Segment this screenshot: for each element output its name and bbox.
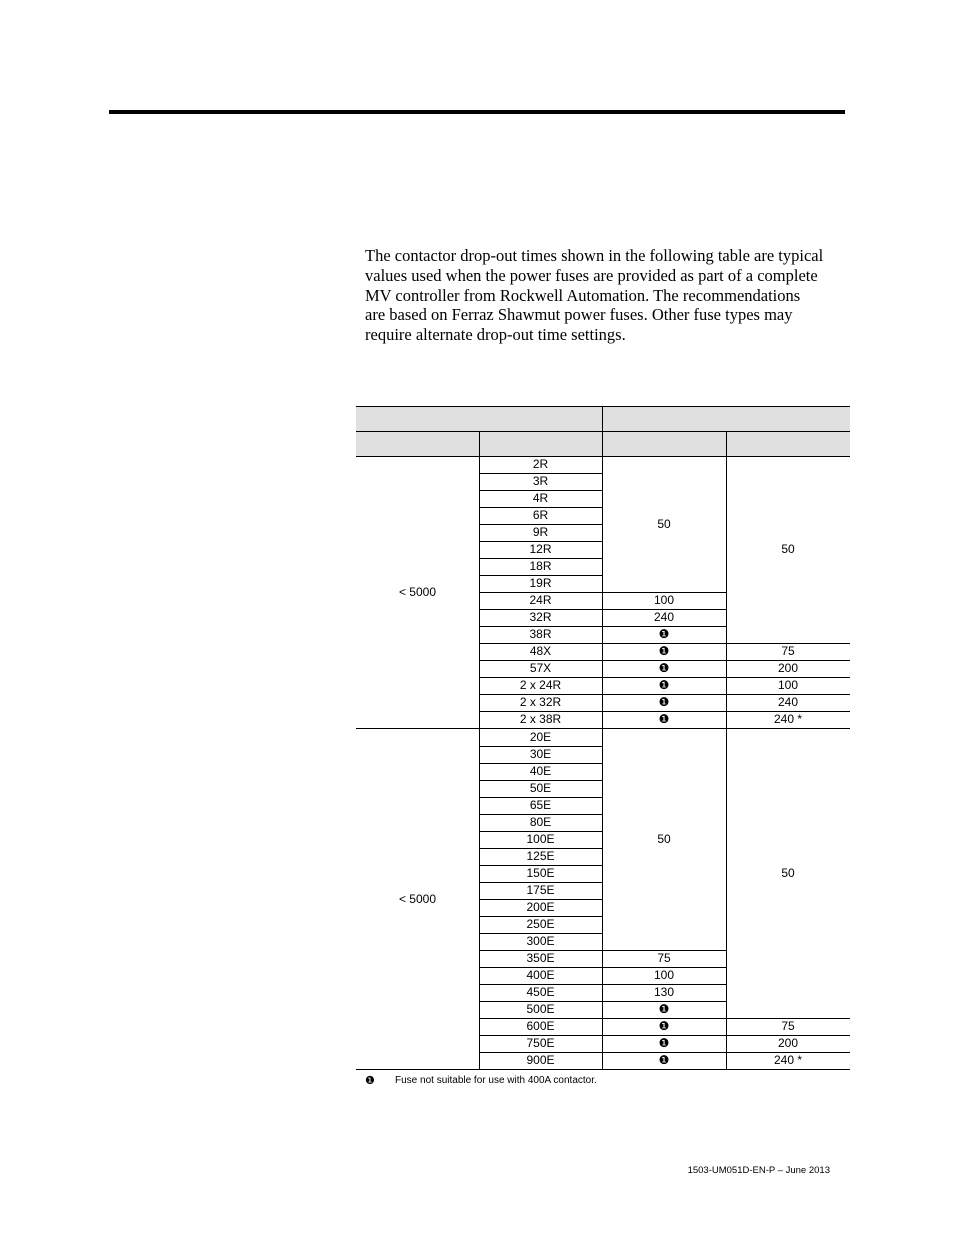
dropout-time-cell: 240: [653, 610, 675, 624]
table-rule: [726, 432, 727, 456]
fuse-rating-cell: 400E: [526, 968, 555, 982]
fuse-rating-cell: 200E: [526, 900, 555, 914]
dropout-time-cell: 100: [777, 678, 799, 692]
dropout-time-table: [356, 406, 850, 1070]
intro-line: The contactor drop-out times shown in the following table are typical: [365, 246, 824, 265]
intro-line: are based on Ferraz Shawmut power fuses. Other fuse types may: [365, 305, 793, 325]
dropout-time-cell: 50: [657, 517, 671, 531]
footnote-text: Fuse not suitable for use with 400A contactor.: [395, 1075, 597, 1086]
table-rule: [602, 1069, 726, 1070]
fuse-rating-cell: 18R: [529, 559, 552, 573]
intro-line: require alternate drop-out time settings.: [365, 325, 626, 345]
footer-doc-id: 1503-UM051D-EN-P – June 2013: [687, 1165, 830, 1176]
fuse-rating-cell: 500E: [526, 1002, 555, 1016]
dropout-time-cell: 240: [777, 695, 799, 709]
dropout-time-cell: 50: [657, 832, 671, 846]
fuse-rating-cell: 20E: [529, 730, 552, 744]
fuse-rating-cell: 150E: [526, 866, 555, 880]
table-rule: [356, 406, 850, 407]
fuse-rating-cell: 250E: [526, 917, 555, 931]
dropout-time-cell: ❶: [658, 1036, 670, 1050]
voltage-cell: < 5000: [398, 585, 437, 599]
fuse-rating-cell: 4R: [532, 491, 549, 505]
dropout-time-cell: ❶: [658, 1019, 670, 1033]
fuse-rating-cell: 450E: [526, 985, 555, 999]
fuse-rating-cell: 30E: [529, 747, 552, 761]
fuse-rating-cell: 9R: [532, 525, 549, 539]
fuse-rating-cell: 40E: [529, 764, 552, 778]
dropout-time-cell: 240 *: [773, 1053, 803, 1067]
dropout-time-cell: 75: [781, 644, 795, 658]
dropout-time-cell: ❶: [658, 627, 670, 641]
fuse-rating-cell: 65E: [529, 798, 552, 812]
dropout-time-cell: 100: [653, 968, 675, 982]
fuse-rating-cell: 125E: [526, 849, 555, 863]
voltage-cell: < 5000: [398, 892, 437, 906]
dropout-time-cell: ❶: [658, 644, 670, 658]
fuse-rating-cell: 350E: [526, 951, 555, 965]
fuse-rating-cell: 80E: [529, 815, 552, 829]
intro-line: MV controller from Rockwell Automation. The recommendations: [365, 285, 801, 305]
fuse-rating-cell: 19R: [529, 576, 552, 590]
table-rule: [479, 432, 480, 456]
fuse-rating-cell: 600E: [526, 1019, 555, 1033]
dropout-time-cell: 100: [653, 593, 675, 607]
fuse-rating-cell: 750E: [526, 1036, 555, 1050]
fuse-rating-cell: 24R: [529, 593, 552, 607]
fuse-rating-cell: 12R: [529, 542, 552, 556]
fuse-rating-cell: 57X: [529, 661, 552, 675]
fuse-rating-cell: 50E: [529, 781, 552, 795]
fuse-rating-cell: 38R: [529, 627, 552, 641]
dropout-time-cell: 130: [653, 985, 675, 999]
fuse-rating-cell: 175E: [526, 883, 555, 897]
dropout-time-cell: ❶: [658, 712, 670, 726]
fuse-rating-cell: 2 x 24R: [519, 678, 562, 692]
fuse-rating-cell: 300E: [526, 934, 555, 948]
fuse-rating-cell: 2R: [532, 457, 549, 471]
table-rule: [479, 1069, 602, 1070]
table-rule: [356, 431, 850, 432]
fuse-rating-cell: 100E: [526, 832, 555, 846]
footnote-marker: ❶: [365, 1075, 375, 1087]
top-rule: [109, 110, 845, 114]
intro-paragraph: [365, 246, 855, 345]
fuse-rating-cell: 48X: [529, 644, 552, 658]
dropout-time-cell: 75: [657, 951, 671, 965]
fuse-rating-cell: 6R: [532, 508, 549, 522]
fuse-rating-cell: 2 x 32R: [519, 695, 562, 709]
dropout-time-cell: 200: [777, 661, 799, 675]
dropout-time-cell: ❶: [658, 1002, 670, 1016]
dropout-time-cell: 50: [781, 866, 795, 880]
table-header-row-2: [356, 432, 850, 456]
fuse-rating-cell: 900E: [526, 1053, 555, 1067]
dropout-time-cell: ❶: [658, 695, 670, 709]
table-rule: [602, 406, 603, 456]
dropout-time-cell: 200: [777, 1036, 799, 1050]
dropout-time-cell: 75: [781, 1019, 795, 1033]
dropout-time-cell: ❶: [658, 678, 670, 692]
fuse-rating-cell: 3R: [532, 474, 549, 488]
intro-line: values used when the power fuses are provided as part of a complete: [365, 265, 818, 285]
table-rule: [726, 1069, 850, 1070]
dropout-time-cell: ❶: [658, 1053, 670, 1067]
dropout-time-cell: 240 *: [773, 712, 803, 726]
dropout-time-cell: 50: [781, 542, 795, 556]
dropout-time-cell: ❶: [658, 661, 670, 675]
fuse-rating-cell: 2 x 38R: [519, 712, 562, 726]
table-header-row-1: [356, 406, 850, 431]
fuse-rating-cell: 32R: [529, 610, 552, 624]
